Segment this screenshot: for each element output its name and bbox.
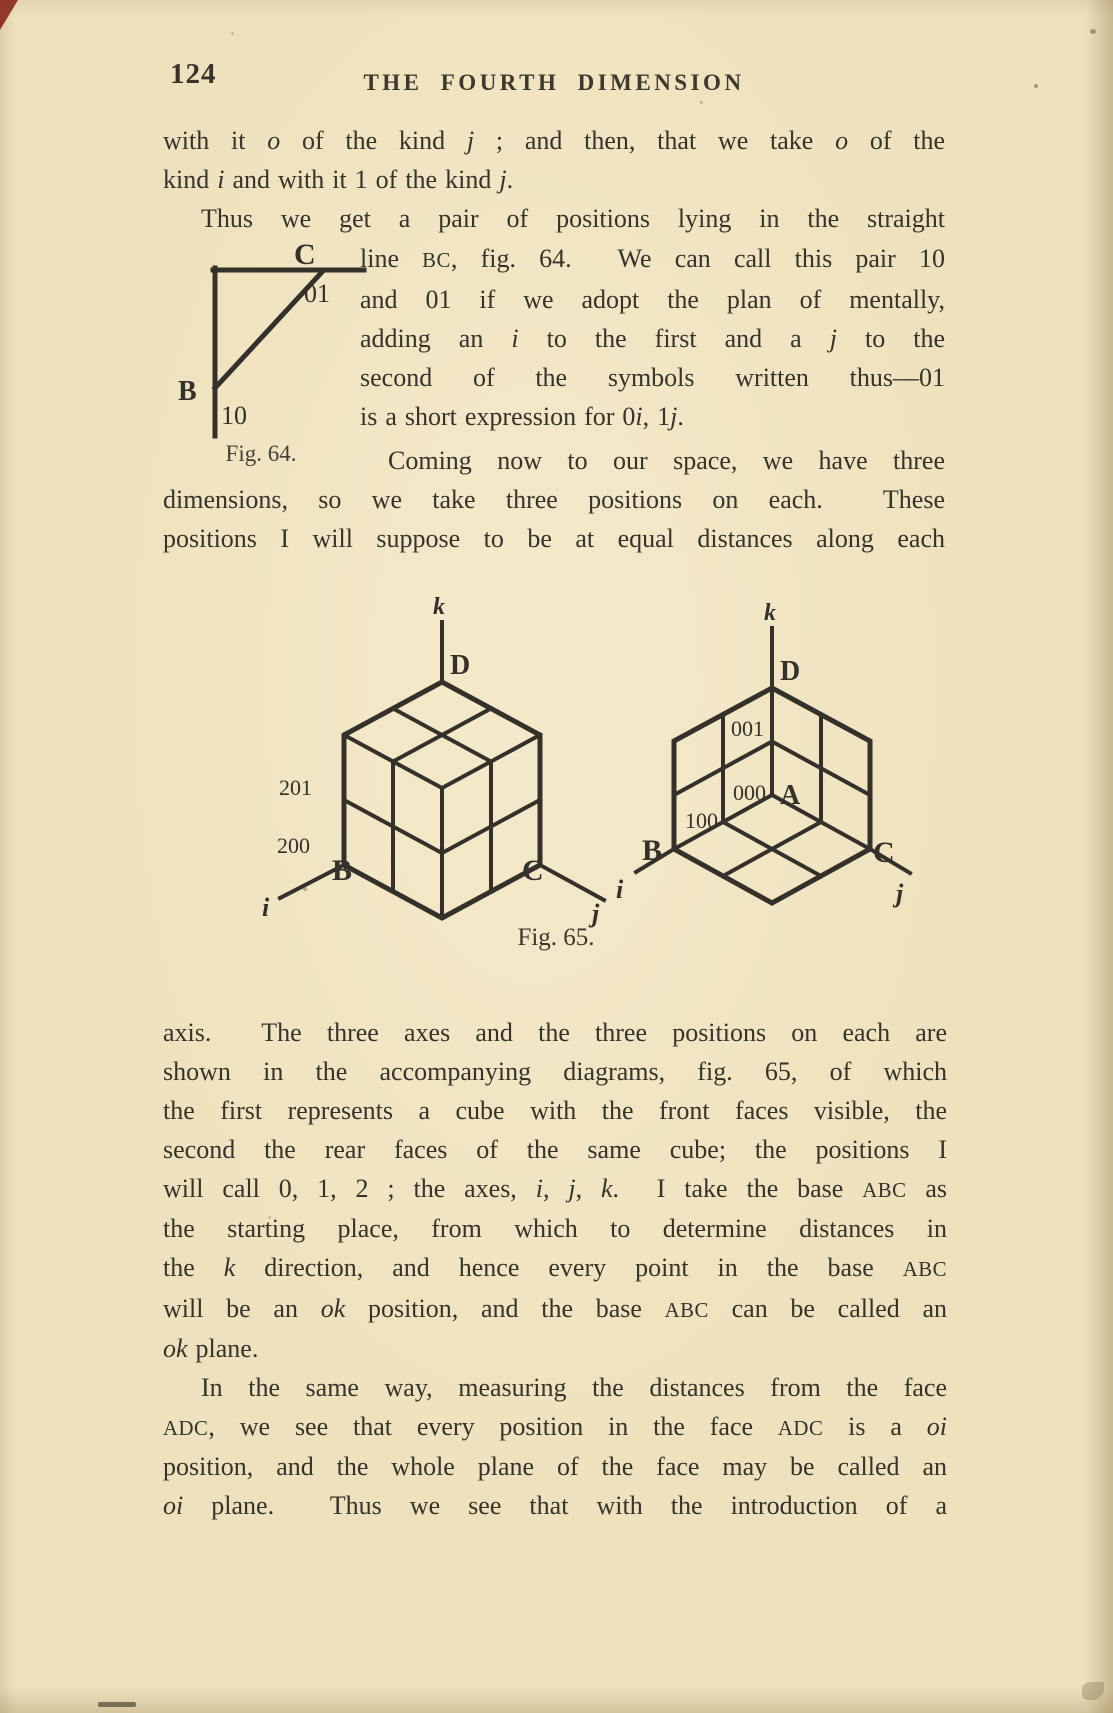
paragraph-2-coming — [388, 441, 945, 480]
right-cube-A-label: A — [780, 780, 801, 811]
fig65-left-cube — [280, 622, 604, 918]
fig65-right-cube — [636, 628, 910, 903]
text-line: second of the symbols written thus—01 — [360, 363, 945, 392]
corner-smudge — [1082, 1682, 1104, 1700]
text-line: adding an i to the first and a j to the — [360, 324, 945, 353]
left-cube-201-label: 201 — [279, 775, 312, 800]
right-cube-001-label: 001 — [731, 716, 764, 741]
text-line: positions I will suppose to be at equal distances along each — [163, 524, 945, 553]
text-line: and 01 if we adopt the plan of mentally, — [360, 285, 945, 314]
text-line: with it o of the kind j ; and then, that we take o of the — [163, 126, 946, 155]
right-cube-C-label: C — [873, 836, 895, 869]
text-line: Thus we get a pair of positions lying in the straight — [201, 204, 945, 233]
text-line: shown in the accompanying diagrams, fig. 65, of which — [163, 1057, 947, 1086]
fig64-caption: Fig. 64. — [225, 441, 297, 466]
text-line: oi plane. Thus we see that with the introduction of a — [163, 1491, 947, 1521]
page-number: 124 — [170, 58, 217, 90]
running-header-title: THE FOURTH DIMENSION — [363, 70, 745, 95]
paragraph-3 — [163, 1014, 947, 1526]
text-line: will be an ok position, and the base ABC can be called an — [163, 1293, 947, 1323]
text-line: second the rear faces of the same cube; the positions I — [163, 1135, 947, 1164]
j-axis-line — [540, 865, 604, 900]
paper-speck — [231, 32, 234, 35]
text-line: ok plane. — [163, 1333, 259, 1363]
top-face-front-edges — [344, 735, 540, 788]
text-line: ADC, we see that every position in the face ADC is a oi — [163, 1411, 948, 1441]
fig64-label-01: 01 — [304, 279, 330, 308]
text-line: axis. The three axes and the three positions on each are — [163, 1018, 947, 1047]
left-cube-k-label: k — [433, 594, 445, 620]
fig65-caption: Fig. 65. — [517, 924, 595, 951]
left-cube-C-label: C — [522, 854, 544, 887]
text-line: position, and the whole plane of the face may be called an — [163, 1452, 947, 1482]
fig64-label-C: C — [294, 240, 316, 271]
fig64-label-10: 10 — [221, 401, 247, 430]
paragraph-2-lead — [163, 199, 945, 238]
paper-speck — [1090, 29, 1096, 34]
right-cube-100-label: 100 — [685, 808, 718, 833]
right-cube-j-label: j — [896, 879, 904, 908]
text-line: In the same way, measuring the distances from the face — [201, 1372, 947, 1402]
bottom-edge-mark — [98, 1702, 136, 1707]
right-cube-k-label: k — [764, 600, 776, 626]
fig64-diagram — [158, 240, 370, 450]
red-corner-mark — [0, 0, 18, 30]
text-line: the starting place, from which to determine distances in — [163, 1214, 947, 1244]
right-cube-i-label: i — [616, 875, 624, 904]
right-cube-D-label: D — [780, 656, 801, 687]
left-cube-B-label: B — [332, 854, 353, 887]
paragraph-2-wrap — [360, 239, 945, 436]
paragraph-1 — [163, 121, 945, 199]
left-cube-i-label: i — [262, 893, 270, 922]
left-cube-j-label: j — [592, 899, 600, 928]
right-cube-000-label: 000 — [733, 780, 766, 805]
paragraph-2-full — [163, 480, 945, 558]
text-line: the first represents a cube with the front faces visible, the — [163, 1096, 947, 1125]
left-cube-D-label: D — [450, 650, 471, 681]
text-line: is a short expression for 0i, 1j. — [360, 402, 684, 431]
text-line: will call 0, 1, 2 ; the axes, i, j, k. I take the base ABC as — [163, 1174, 948, 1203]
text-line: line BC, fig. 64. We can call this pair 10 — [360, 244, 945, 273]
text-line: the k direction, and hence every point in the base ABC — [163, 1253, 947, 1283]
text-line: kind i and with it 1 of the kind j. — [163, 165, 514, 194]
fig64-label-B: B — [178, 376, 197, 407]
text-line: dimensions, so we take three positions on each. These — [163, 485, 945, 514]
left-cube-200-label: 200 — [277, 833, 310, 858]
paper-speck — [700, 101, 703, 104]
text-line: Coming now to our space, we have three — [388, 446, 945, 475]
fig65-diagram — [240, 562, 960, 934]
paper-speck — [1034, 84, 1038, 88]
right-cube-B-label: B — [642, 834, 663, 867]
